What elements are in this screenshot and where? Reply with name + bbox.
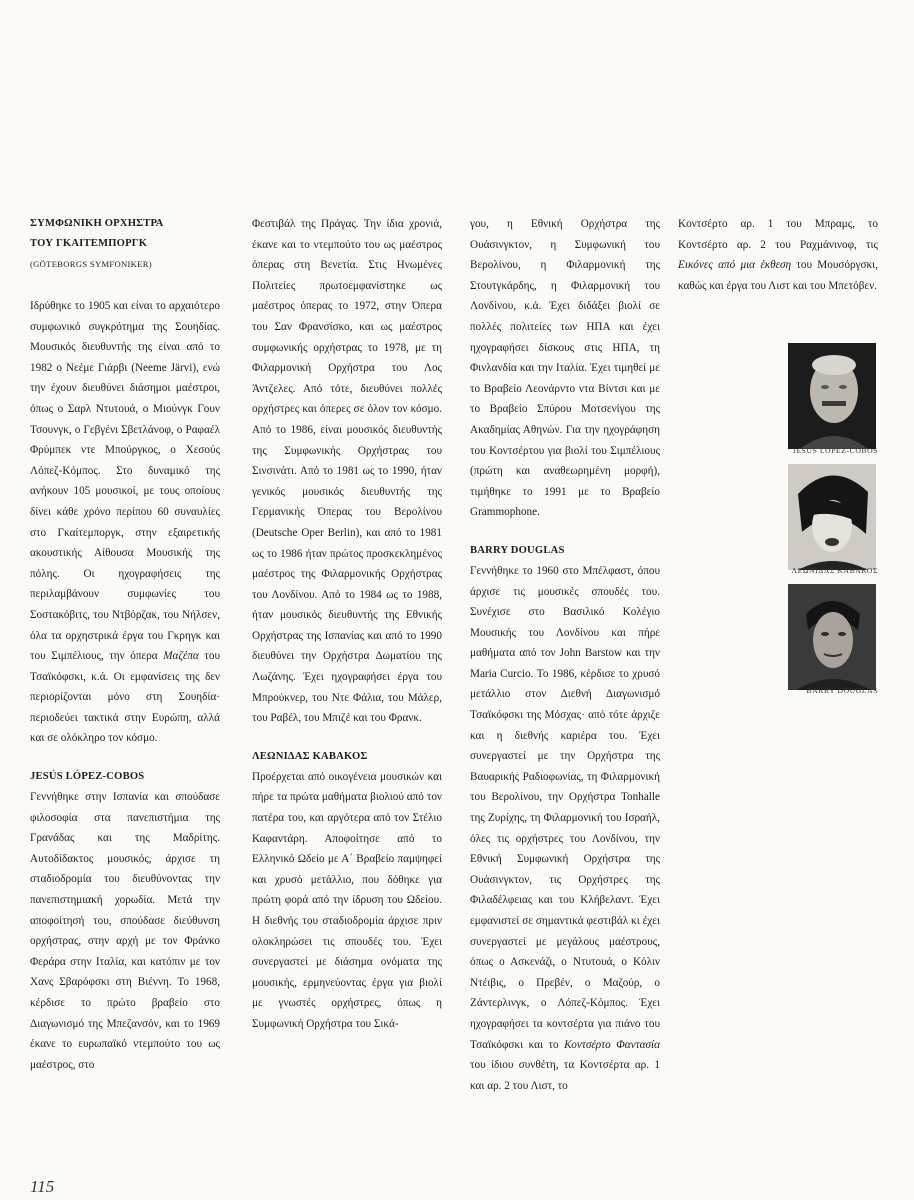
page-number: 115 xyxy=(30,1177,55,1196)
douglas-bio-text-b: του ίδιου συνθέτη, τα Κοντσέρτα αρ. 1 και αρ. 2 του Λιστ, το xyxy=(470,1059,660,1092)
caption-lopez-cobos: JESÚS LÓPEZ-COBOS xyxy=(792,446,878,455)
douglas-bio-italic: Κοντσέρτο Φαντασία xyxy=(564,1038,661,1051)
douglas-bio-part2 xyxy=(678,214,878,296)
douglas-bio-part1 xyxy=(470,561,660,1096)
section-heading-orchestra: ΣΥΜΦΩΝΙΚΗ ΟΡΧΗΣΤΡΑ xyxy=(30,218,164,229)
portrait-douglas-image xyxy=(788,584,876,690)
section-heading-douglas: BARRY DOUGLAS xyxy=(470,544,565,556)
orchestra-bio xyxy=(30,296,220,749)
caption-kavakos: ΛΕΩΝΙΔΑΣ ΚΑΒΑΚΟΣ xyxy=(791,566,878,575)
kavakos-bio-part1: Προέρχεται από οικογένεια μουσικών και πήρε τα πρώτα μαθήματα βιολιού από τον πατέρα του, και αργότερα από τον Στέλιο Καφαντάρη. Αποφοίτησε από το Ελληνικό Ωδείο με Α΄ Βραβείο παμψηφεί και χρυσό μετάλλιο, που δόθηκε για πρώτη φορά από την ίδρυση του Ωδείου. Η διεθνής του σταδιοδρομία άρχισε πριν ολοκληρώσει τις σπουδές του. Έχει συνεργαστεί με διάσημα ονόματα της μουσικής, ερμηνεύοντας έργα για βιολί με γνωστές ορχήστρες, όπως η Συμφωνική Ορχήστρα του Σικά- xyxy=(252,770,442,1030)
orchestra-bio-text-a: Ιδρύθηκε το 1905 και είναι το αρχαιότερο συμφωνικό συγκρότημα της Σουηδίας. Μουσικός διευθυντής της είναι από το 1982 ο Νεέμε Γιάρβι (Neeme Järvi), ενώ την έχουν διευθύνει διάσημοι μαέστροι, όπως ο Σαρλ Ντυτουά, ο Μιούνγκ Γουν Τσουνγκ, ο Γεβγένι Σβετλάνοφ, ο Ραφαέλ Φρύμπεκ ντε Μπούργκος, ο Χεσούς Λόπεζ-Κόμπος. Στο δυναμικό της ανήκουν 105 μουσικοί, με τους οποίους δίνει κάθε χρόνο περίπου 60 συναυλίες στο Γκαίτεμποργκ, στην εξαιρετικής ακουστικής Αίθουσα Μουσικής της πόλης. Οι ηχογραφήσεις της περιλαμβάνουν συμφωνίες του Σοστακόβιτς, του Ντβόρζακ, του Νήλσεν, όλα τα ορχηστρικά έργα του Γκρηγκ και του Σιμπέλιους, την όπερα xyxy=(30,300,220,663)
column-1 xyxy=(30,214,220,1075)
portrait-lopez-cobos-image xyxy=(788,343,876,449)
portrait-kavakos xyxy=(788,464,876,570)
orchestra-original-name: (GÖTEBORGS SYMFONIKER) xyxy=(30,259,152,269)
section-heading-kavakos: ΛΕΩΝΙΔΑΣ ΚΑΒΑΚΟΣ xyxy=(252,750,368,762)
portrait-kavakos-image xyxy=(788,464,876,570)
lopez-cobos-bio-part2: Φεστιβάλ της Πράγας. Την ίδια χρονιά, έκανε και το ντεμπούτο του ως μαέστρος όπερας στη Βενετία. Στις Ηνωμένες Πολιτείες πρωτοεμφανίστηκε ως μαέστρος όπερας το 1972, στην Όπερα του Σαν Φρανσίσκο, και ως μαέστρος συμφωνικής ορχήστρας το 1978, με τη Φιλαρμονική Ορχήστρα του Λος Άντζελες. Από τότε, διευθύνει πολλές ορχήστρες και όπερες σε όλον τον κόσμο. Από το 1986, είναι μουσικός διευθυντής της Συμφωνικής Ορχήστρας του Σινσινάτι. Από το 1981 ως το 1990, ήταν γενικός μουσικός διευθυντής της Γερμανικής Όπερας του Βερολίνου (Deutsche Oper Berlin), και από το 1981 ως το 1986 ήταν πρώτος προσκεκλημένος μαέστρος της Φιλαρμονικής Ορχήστρας του Λονδίνου. Από το 1984 ως το 1988, ήταν μουσικός διευθυντής της Εθνικής Ορχήστρας της Ισπανίας και από το 1990 διευθύνει την Ορχήστρα Δωματίου της Λωζάνης. Έχει ηχογραφήσει έργα του Μπρούκνερ, του Ντε Φάλια, του Μάλερ, του Ραβέλ, του Μπιζέ και του Φρανκ. xyxy=(252,218,442,725)
douglas-bio2-text-b: του Μουσόργσκι, καθώς και έργα του Λιστ και του Μπετόβεν. xyxy=(678,259,878,292)
douglas-bio-text-a: Γεννήθηκε το 1960 στο Μπέλφαστ, όπου άρχισε τις μουσικές σπουδές του. Συνέχισε στο Βασιλικό Κολέγιο Μουσικής του Λονδίνου και πήρε μαθήματα από τον John Barstow και την Maria Curcio. Το 1986, κέρδισε το χρυσό μετάλλιο στον Διεθνή Διαγωνισμό Τσαϊκόφσκι της Μόσχας· από τότε άρχιζε και η διεθνής καριέρα του. Έχει συνεργαστεί με την Ορχήστρα της Βαυαρικής Ραδιοφωνίας, τη Φιλαρμονική του Βερολίνου, την Ορχήστρα Tonhalle της Ζυρίχης, τη Φιλαρμονική του Ισραήλ, όλες τις ορχήστρες του Λονδίνου, την Εθνική Συμφωνική Ορχήστρα της Ουάσινγκτον, τις Ορχήστρες της Φιλαδέλφειας και του Κλήβελαντ. Έχει εμφανιστεί σε σημαντικά φεστιβάλ κι έχει συνεργαστεί με μεγάλους μαέστρους, όπως ο Ασκενάζι, ο Ντυτουά, ο Κόλιν Ντέιβις, ο Πρεβέν, ο Μαζούρ, ο Ζάντερλινγκ, ο Λόπεζ-Κόμπος. Έχει ηχογραφήσει τα κοντσέρτα για πιάνο του Τσαϊκόφσκι και το xyxy=(470,564,660,1051)
column-4 xyxy=(678,214,878,296)
orchestra-bio-italic: Μαζέπα xyxy=(163,650,199,663)
portrait-lopez-cobos xyxy=(788,343,876,449)
section-heading-lopez-cobos: JESÚS LÓPEZ-COBOS xyxy=(30,771,145,783)
section-heading-orchestra-line2: ΤΟΥ ΓΚΑΙΤΕΜΠΟΡΓΚ xyxy=(30,238,148,249)
caption-douglas: BARRY DOUGLAS xyxy=(806,686,878,695)
column-2 xyxy=(252,214,442,1035)
kavakos-bio-part2: γου, η Εθνική Ορχήστρα της Ουάσινγκτον, η Συμφωνική του Βερολίνου, η Φιλαρμονική της Στουτγκάρδης, η Φιλαρμονική του Λονδίνου, κ.ά. Έχει διδάξει βιολί σε πολλές πολιτείες των ΗΠΑ και έχει ηχογραφήσει δίσκους στις ΗΠΑ, τη Φινλανδία και την Ιταλία. Έχει τιμηθεί με το Βραβείο Λεονάρντο ντα Βίντσι και με το Βραβείο Σπύρου Μοτσενίγου της Ακαδημίας Αθηνών. Για την ηχογράφηση του Κοντσέρτου για βιολί του Σιμπέλιους (πρώτη και αναθεωρημένη μορφή), τιμήθηκε το 1991 με το Βραβείο Grammophone. xyxy=(470,218,660,519)
orchestra-bio-text-b: του Τσαϊκόφσκι, κ.ά. Οι εμφανίσεις της δεν περιορίζονται μόνο στη Σουηδία· περιοδεύει τακτικά στην Ευρώπη, αλλά και σε ολόκληρο τον κόσμο. xyxy=(30,650,220,745)
douglas-bio2-text-a: Κοντσέρτο αρ. 1 του Μπραμς, το Κοντσέρτο αρ. 2 του Ραχμάνινοφ, τις xyxy=(678,218,878,251)
column-3 xyxy=(470,214,660,1096)
portrait-douglas xyxy=(788,584,876,690)
douglas-bio2-italic: Εικόνες από μια έκθεση xyxy=(678,259,792,272)
lopez-cobos-bio-part1: Γεννήθηκε στην Ισπανία και σπούδασε φιλοσοφία στα πανεπιστήμια της Γρανάδας και της Μαδρίτης. Αυτοδίδακτος μουσικός, άρχισε τη σταδιοδρομία του διευθύνοντας την πανεπιστημιακή χορωδία. Μετά την αποφοίτησή του, σπούδασε διεύθυνση ορχήστρας, στην αρχή με τον Φράνκο Φεράρα στην Ιταλία, και κατόπιν με τον Χανς Σβαρόφσκι στη Βιέννη. Το 1968, κέρδισε το πρώτο βραβείο στο Διαγωνισμό της Μπεζανσόν, και το 1969 έκανε το ευρωπαϊκό ντεμπούτο του ως μαέστρος, στο xyxy=(30,791,220,1071)
